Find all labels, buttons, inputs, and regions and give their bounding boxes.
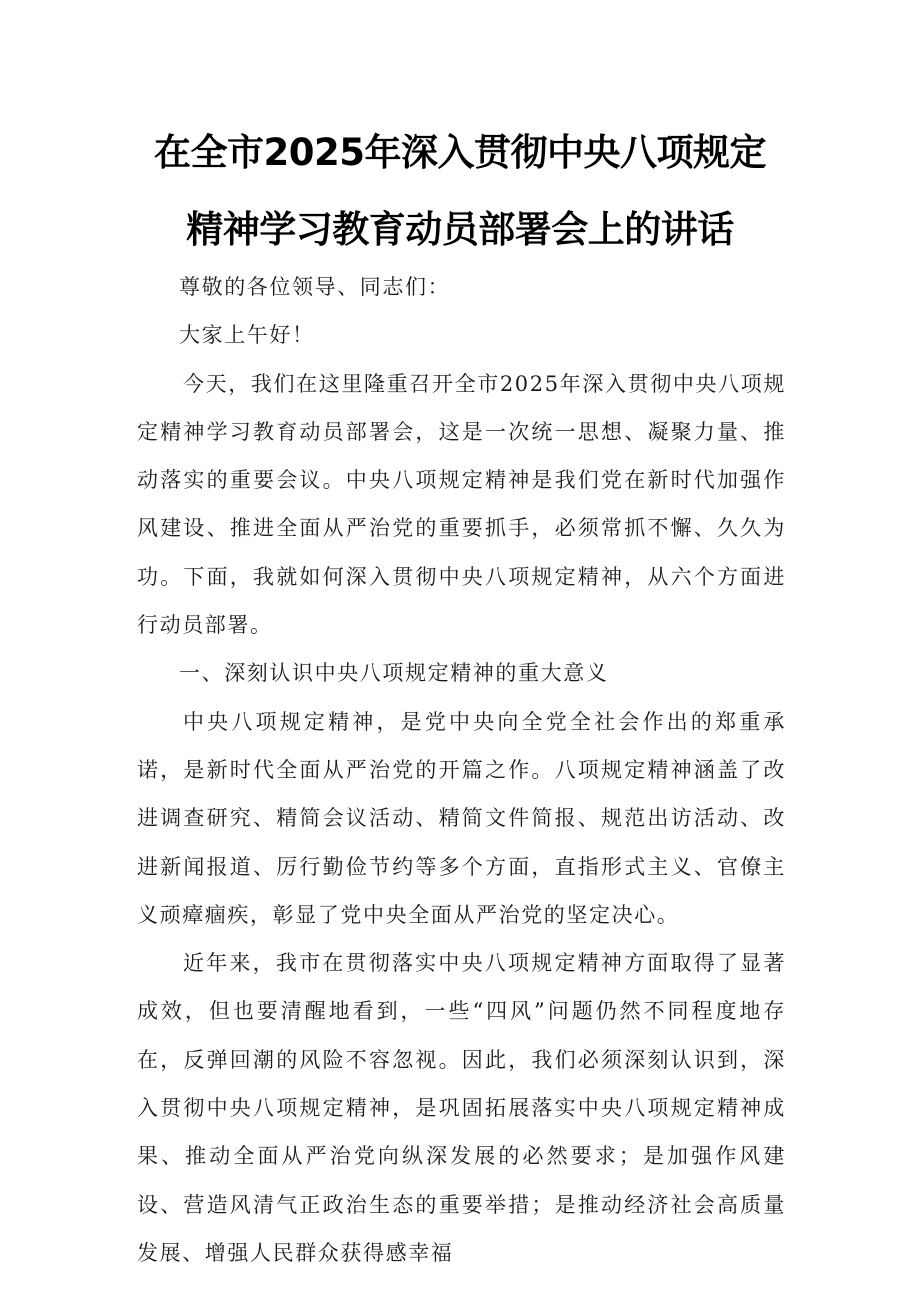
salutation: 尊敬的各位领导、同志们：: [179, 275, 451, 299]
section-heading-1: 一、深刻认识中央八项规定精神的重大意义: [179, 661, 609, 686]
document-body: [137, 263, 786, 1277]
paragraph-significance: 中央八项规定精神，是党中央向全党全社会作出的郑重承诺，是新时代全面从严治党的开篇之作。八项规定精神涵盖了改进调查研究、精简会议活动、精简文件简报、规范出访活动、改进新闻报道、厉行勤俭节约等多个方面，直指形式主义、官僚主义顽瘴痼疾，彰显了党中央全面从严治党的坚定决心。: [137, 709, 786, 927]
paragraph-opening: 今天，我们在这里隆重召开全市2025年深入贯彻中央八项规定精神学习教育动员部署会，这是一次统一思想、凝聚力量、推动落实的重要会议。中央八项规定精神是我们党在新时代加强作风建设、推进全面从严治党的重要抓手，必须常抓不懈、久久为功。下面，我就如何深入贯彻中央八项规定精神，从六个方面进行动员部署。: [137, 371, 786, 638]
paragraph-recent-years: 近年来，我市在贯彻落实中央八项规定精神方面取得了显著成效，但也要清醒地看到，一些“四风”问题仍然不同程度地存在，反弹回潮的风险不容忽视。因此，我们必须深刻认识到，深入贯彻中央八项规定精神，是巩固拓展落实中央八项规定精神成果、推动全面从严治党向纵深发展的必然要求；是加强作风建设、营造风清气正政治生态的重要举措；是推动经济社会高质量发展、增强人民群众获得感幸福: [137, 951, 786, 1265]
greeting: 大家上午好！: [179, 323, 315, 348]
document-title-line-2: 精神学习教育动员部署会上的讲话: [186, 208, 734, 251]
document-title-line-1: 在全市2025年深入贯彻中央八项规定: [154, 131, 766, 174]
